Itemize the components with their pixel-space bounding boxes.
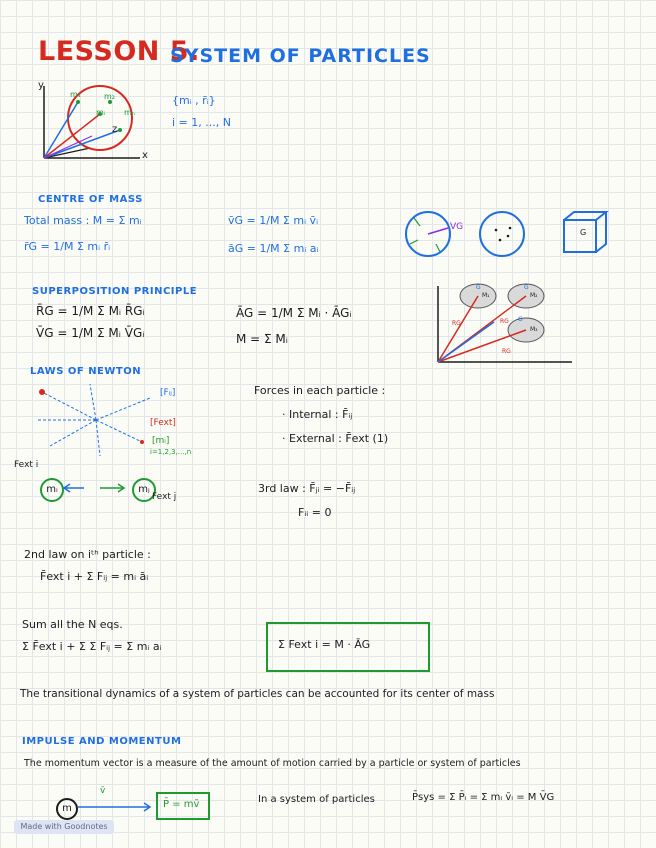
fij-tag: [Fᵢⱼ]: [160, 388, 176, 398]
axis-x-label: x: [142, 150, 148, 161]
particle-range: i = 1, ..., N: [172, 116, 231, 129]
particle-mi-circle: mᵢ: [40, 478, 64, 502]
diagram-rg1: RG: [452, 320, 461, 327]
momentum-box: [156, 792, 210, 820]
sum-title: Sum all the N eqs.: [22, 618, 123, 631]
rg-eq: r̄G = 1/M Σ mᵢ r̄ᵢ: [24, 240, 111, 253]
vg-label: VG: [450, 222, 464, 232]
forces-star-diagram: [30, 380, 160, 460]
particle-label-m1: m₁: [70, 90, 81, 99]
particle-label-mi: mᵢ: [96, 108, 106, 117]
diagram-rg3: RG: [502, 348, 511, 355]
particle-set: {mᵢ , r̄ᵢ}: [172, 94, 216, 107]
centre-of-mass-heading: CENTRE OF MASS: [38, 194, 143, 205]
diagram-m1: M₁: [482, 292, 490, 299]
lesson-title: SYSTEM OF PARTICLES: [170, 45, 431, 67]
superposition-rg-eq: R̄G = 1/M Σ Mᵢ R̄Gᵢ: [36, 304, 145, 318]
com-shapes-diagram: [400, 206, 620, 266]
particle-label-m2: m₂: [104, 92, 115, 101]
momentum-definition: The momentum vector is a measure of the amount of motion carried by a particle or system of particles: [24, 758, 521, 769]
diagram-m3: M₃: [530, 326, 538, 333]
newton-heading: LAWS OF NEWTON: [30, 366, 142, 377]
superposition-diagram: [432, 282, 582, 372]
fii-eq: Fᵢᵢ = 0: [298, 506, 332, 519]
system-momentum-eq: P̄sys = Σ P̄ᵢ = Σ mᵢ v̄ᵢ = M V̄G: [412, 792, 555, 803]
diagram-g2: G: [524, 284, 529, 291]
fext-j-label: Fext j: [152, 492, 177, 502]
third-law: 3rd law : F̄ⱼᵢ = −F̄ᵢⱼ: [258, 482, 356, 495]
velocity-label: v̄: [100, 786, 106, 796]
conclusion-text: The transitional dynamics of a system of particles can be accounted for its center of mass: [20, 688, 495, 700]
superposition-vg-eq: V̄G = 1/M Σ Mᵢ V̄Gᵢ: [36, 326, 145, 340]
superposition-ag-eq: ĀG = 1/M Σ Mᵢ · ĀGᵢ: [236, 306, 352, 320]
intro-axes-diagram: [30, 80, 160, 170]
fext-i-label: Fext i: [14, 460, 39, 470]
particle-label-mn: mₙ: [124, 108, 135, 117]
vg-eq: v̄G = 1/M Σ mᵢ v̄ᵢ: [228, 214, 319, 227]
particle-m-circle: m: [56, 798, 78, 820]
velocity-arrow: [76, 802, 154, 812]
boxed-eq: Σ Fext i = M · ĀG: [278, 638, 371, 651]
diagram-g1: G: [476, 284, 481, 291]
particle-force-arrows: [62, 480, 132, 500]
superposition-m-eq: M = Σ Mᵢ: [236, 332, 288, 346]
total-mass-eq: Total mass : M = Σ mᵢ: [24, 214, 142, 227]
superposition-heading: SUPERPOSITION PRINCIPLE: [32, 286, 198, 297]
axis-z-label: z: [112, 124, 118, 135]
newton-range: i=1,2,3,...,n: [150, 448, 192, 456]
forces-external: · External : F̄ext (1): [282, 432, 389, 445]
fext-tag: [Fext]: [150, 418, 176, 428]
mi-tag: [mᵢ]: [152, 436, 170, 446]
cube-g-label: G: [580, 228, 587, 237]
sum-eq: Σ F̄ext i + Σ Σ Fᵢⱼ = Σ mᵢ aᵢ: [22, 640, 162, 653]
forces-internal: · Internal : F̄ᵢⱼ: [282, 408, 353, 421]
impulse-heading: IMPULSE AND MOMENTUM: [22, 736, 182, 747]
forces-title: Forces in each particle :: [254, 384, 386, 397]
diagram-m2: M₂: [530, 292, 538, 299]
particle-mj-circle: mⱼ: [132, 478, 156, 502]
lesson-number: LESSON 5.: [38, 36, 200, 67]
ag-eq: āG = 1/M Σ mᵢ aᵢ: [228, 242, 319, 255]
momentum-box-eq: P̄ = mv̄: [163, 799, 200, 810]
boxed-result: [266, 622, 430, 672]
axis-y-label: y: [38, 80, 44, 91]
diagram-g3: G: [518, 316, 523, 323]
goodnotes-badge: Made with Goodnotes: [14, 820, 114, 834]
second-law-eq: F̄ext i + Σ Fᵢⱼ = mᵢ āᵢ: [40, 570, 149, 583]
second-law-title: 2nd law on iᵗʰ particle :: [24, 548, 151, 561]
diagram-rg2: RG: [500, 318, 509, 325]
system-text: In a system of particles: [258, 794, 375, 805]
